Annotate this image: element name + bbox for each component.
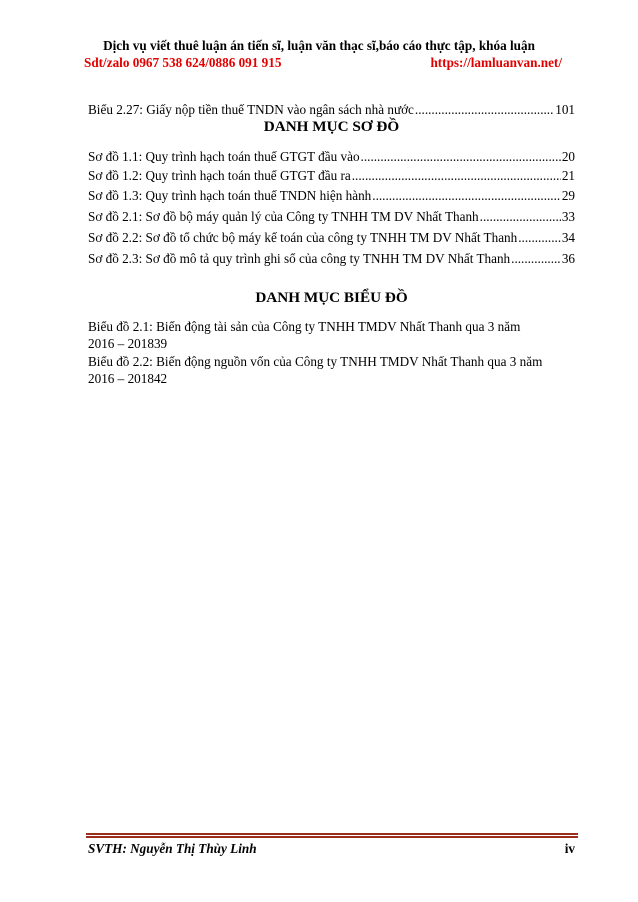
footer-author: SVTH: Nguyễn Thị Thùy Linh: [88, 841, 257, 856]
toc-leader-dots: [372, 187, 561, 204]
toc-entry-years: 2016 – 2018: [88, 371, 154, 386]
footer-divider-top: [86, 833, 578, 835]
header-website-link[interactable]: https://lamluanvan.net/: [430, 55, 562, 70]
toc-entry-chart-2-1[interactable]: [88, 318, 575, 352]
toc-entry-diagram-2-3[interactable]: [88, 250, 575, 267]
toc-entry-label: Sơ đồ 2.3: Sơ đồ mô tả quy trình ghi sổ của công ty TNHH TM DV Nhất Thanh: [88, 251, 511, 266]
toc-leader-dots: [352, 167, 561, 184]
toc-entry-chart-2-2[interactable]: [88, 353, 575, 387]
toc-entry-bieu-2-27[interactable]: [88, 101, 575, 118]
toc-entry-diagram-1-1[interactable]: [88, 148, 575, 165]
toc-leader-dots: [361, 148, 561, 165]
toc-leader-dots: [415, 101, 554, 118]
toc-leader-dots: [518, 229, 561, 246]
toc-entry-page: 21: [561, 168, 575, 183]
toc-entry-diagram-2-1[interactable]: [88, 208, 575, 225]
footer-divider-bottom: [86, 836, 578, 838]
toc-entry-page: 101: [555, 102, 575, 117]
toc-entry-diagram-1-3[interactable]: [88, 187, 575, 204]
toc-entry-diagram-2-2[interactable]: [88, 229, 575, 246]
toc-entry-page: 39: [153, 336, 168, 351]
toc-entry-label: Sơ đồ 2.2: Sơ đồ tổ chức bộ máy kế toán của công ty TNHH TM DV Nhất Thanh: [88, 230, 518, 245]
toc-entry-label: Sơ đồ 2.1: Sơ đồ bộ máy quản lý của Công ty TNHH TM DV Nhất Thanh: [88, 209, 479, 224]
toc-entry-page: 33: [561, 209, 575, 224]
toc-entry-page: 36: [561, 251, 575, 266]
toc-entry-diagram-1-2[interactable]: [88, 167, 575, 184]
footer-page-number: iv: [564, 841, 575, 856]
page-header-title: Dịch vụ viết thuê luận án tiến sĩ, luận văn thạc sĩ,báo cáo thực tập, khóa luận: [103, 38, 535, 53]
section-title-charts: DANH MỤC BIỂU ĐỒ: [255, 289, 408, 306]
toc-entry-page: 29: [561, 188, 575, 203]
toc-leader-dots: [480, 208, 561, 225]
toc-entry-continuation: [88, 335, 575, 352]
toc-entry-continuation: [88, 370, 575, 387]
toc-entry-page: 34: [561, 230, 575, 245]
header-phone: Sdt/zalo 0967 538 624/0886 091 915: [84, 55, 282, 70]
toc-leader-dots: [511, 250, 561, 267]
toc-entry-years: 2016 – 2018: [88, 336, 154, 351]
toc-entry-page: 42: [153, 371, 168, 386]
toc-entry-label: Sơ đồ 1.1: Quy trình hạch toán thuế GTGT đầu vào: [88, 149, 360, 164]
toc-entry-label: Sơ đồ 1.3: Quy trình hạch toán thuế TNDN hiện hành: [88, 188, 372, 203]
toc-entry-label: Biểu 2.27: Giấy nộp tiền thuế TNDN vào ngân sách nhà nước: [88, 102, 414, 117]
toc-entry-label: Biểu đồ 2.2: Biến động nguồn vốn của Công ty TNHH TMDV Nhất Thanh qua 3 năm: [88, 354, 543, 369]
toc-entry-page: 20: [561, 149, 575, 164]
toc-entry-label: Sơ đồ 1.2: Quy trình hạch toán thuế GTGT đầu ra: [88, 168, 351, 183]
toc-entry-label: Biểu đồ 2.1: Biến động tài sản của Công ty TNHH TMDV Nhất Thanh qua 3 năm: [88, 319, 521, 334]
section-title-diagrams: DANH MỤC SƠ ĐỒ: [263, 118, 400, 135]
